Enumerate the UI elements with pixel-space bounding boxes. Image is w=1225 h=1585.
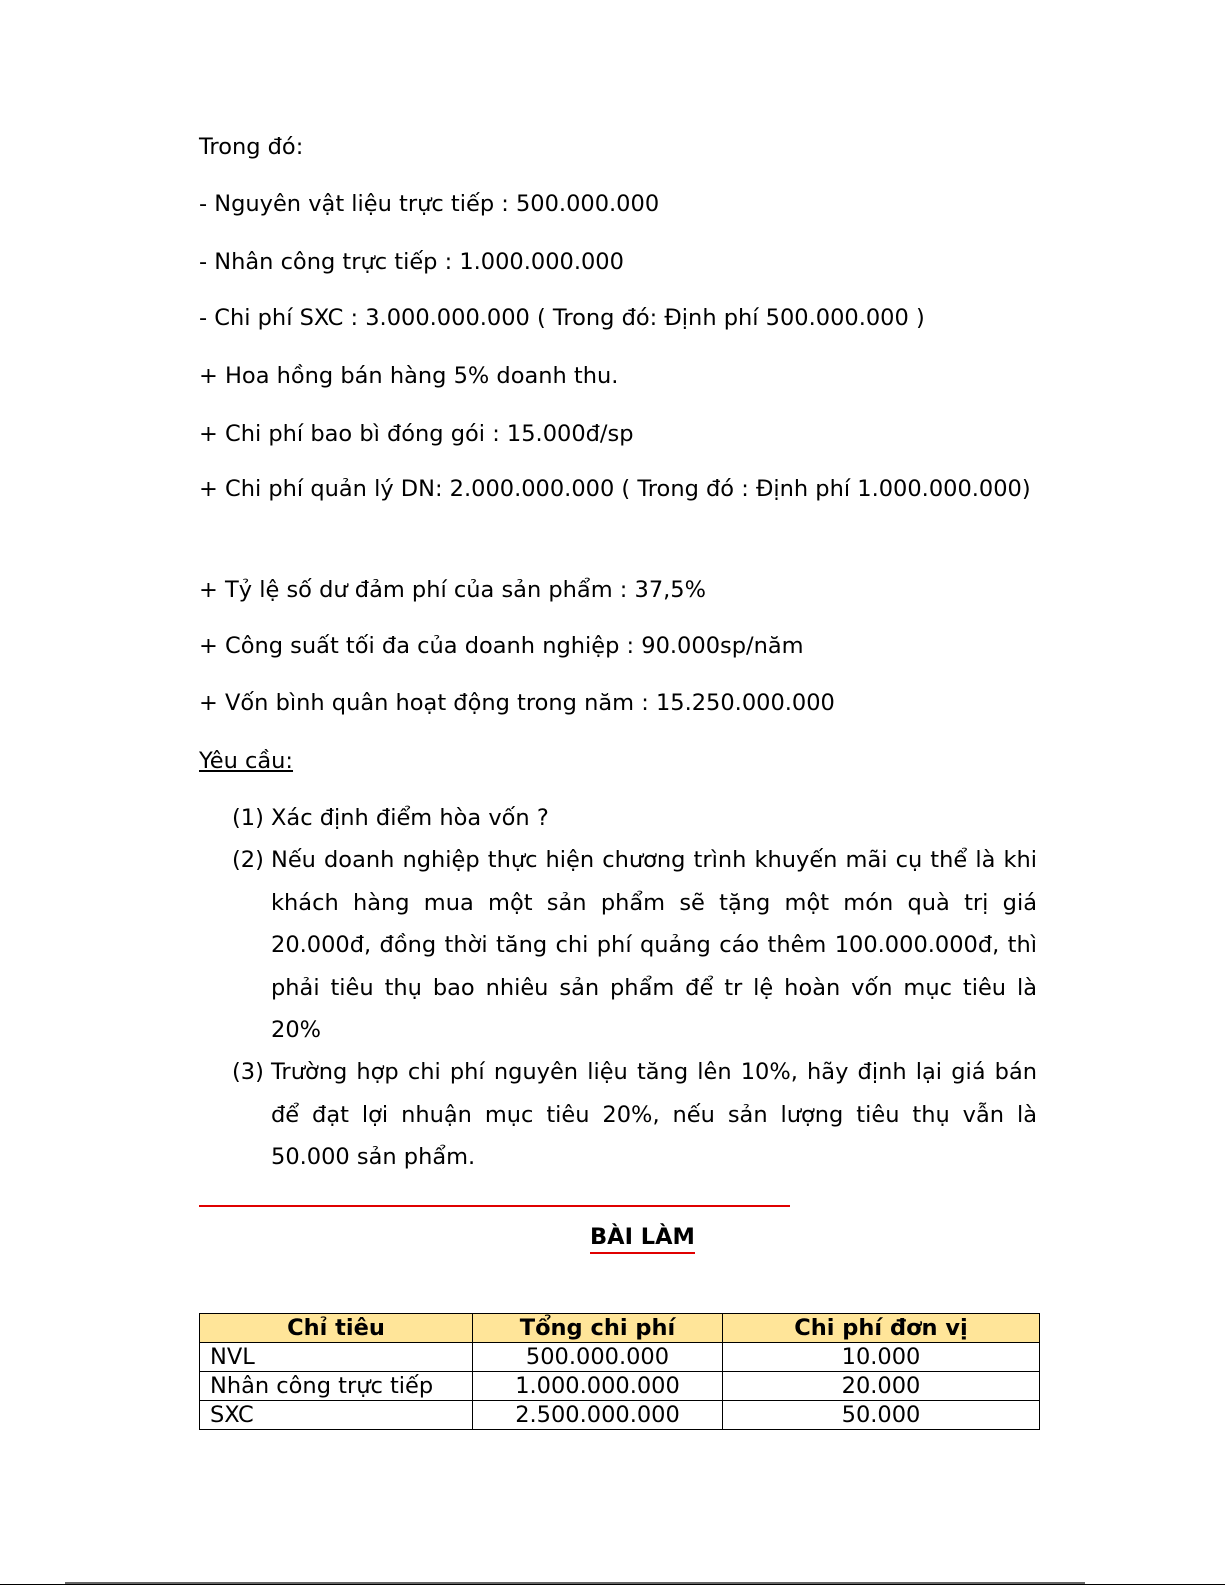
table-header-row (200, 1314, 1040, 1343)
item-average-capital: + Vốn bình quân hoạt động trong năm : 15.250.000.000 (199, 690, 835, 716)
table-row (200, 1372, 1040, 1401)
header-unit-cost: Chi phí đơn vị (723, 1314, 1040, 1343)
requirement-text: Xác định điểm hòa vốn ? (271, 805, 549, 831)
requirement-item (232, 797, 1037, 840)
cell-total-cost: 2.500.000.000 (473, 1401, 723, 1430)
cost-item-direct-materials: - Nguyên vật liệu trực tiếp : 500.000.000 (199, 191, 660, 217)
header-indicator: Chỉ tiêu (200, 1314, 473, 1343)
item-contribution-margin-ratio: + Tỷ lệ số dư đảm phí của sản phẩm : 37,5% (199, 577, 706, 603)
item-admin-cost: + Chi phí quản lý DN: 2.000.000.000 ( Trong đó : Định phí 1.000.000.000) (199, 476, 1031, 502)
requirement-text: Trường hợp chi phí nguyên liệu tăng lên 10%, hãy định lại giá bán để đạt lợi nhuận mục tiêu 20%, nếu sản lượng tiêu thụ vẫn là 50.000 sản phẩm. (271, 1059, 1037, 1170)
cell-unit-cost: 50.000 (723, 1401, 1040, 1430)
requirement-text: Nếu doanh nghiệp thực hiện chương trình khuyến mãi cụ thể là khi khách hàng mua một sản phẩm sẽ tặng một món quà trị giá 20.000đ, đồng thời tăng chi phí quảng cáo thêm 100.000.000đ, thì phải tiêu thụ bao nhiêu sản phẩm để tr lệ hoàn vốn mục tiêu là 20% (271, 847, 1037, 1043)
item-max-capacity: + Công suất tối đa của doanh nghiệp : 90.000sp/năm (199, 633, 804, 659)
cell-total-cost: 1.000.000.000 (473, 1372, 723, 1401)
requirements-title: Yêu cầu: (199, 748, 294, 774)
solution-heading: BÀI LÀM (590, 1222, 695, 1254)
cell-unit-cost: 20.000 (723, 1372, 1040, 1401)
cell-indicator: SXC (200, 1401, 473, 1430)
section-divider (199, 1205, 790, 1207)
cell-indicator: NVL (200, 1343, 473, 1372)
table-row (200, 1343, 1040, 1372)
requirement-item (232, 1051, 1037, 1179)
item-sales-commission: + Hoa hồng bán hàng 5% doanh thu. (199, 363, 619, 389)
requirement-item (232, 839, 1037, 1052)
cell-unit-cost: 10.000 (723, 1343, 1040, 1372)
cell-total-cost: 500.000.000 (473, 1343, 723, 1372)
cost-item-overhead: - Chi phí SXC : 3.000.000.000 ( Trong đó: Định phí 500.000.000 ) (199, 305, 925, 331)
intro-title: Trong đó: (199, 134, 304, 160)
cell-indicator: Nhân công trực tiếp (200, 1372, 473, 1401)
header-total-cost: Tổng chi phí (473, 1314, 723, 1343)
cost-table (199, 1313, 1040, 1430)
cost-item-direct-labor: - Nhân công trực tiếp : 1.000.000.000 (199, 249, 624, 275)
requirement-number: (1) (232, 805, 264, 831)
requirement-number: (3) (232, 1059, 264, 1085)
requirement-number: (2) (232, 847, 264, 873)
item-packaging-cost: + Chi phí bao bì đóng gói : 15.000đ/sp (199, 421, 634, 447)
table-row (200, 1401, 1040, 1430)
